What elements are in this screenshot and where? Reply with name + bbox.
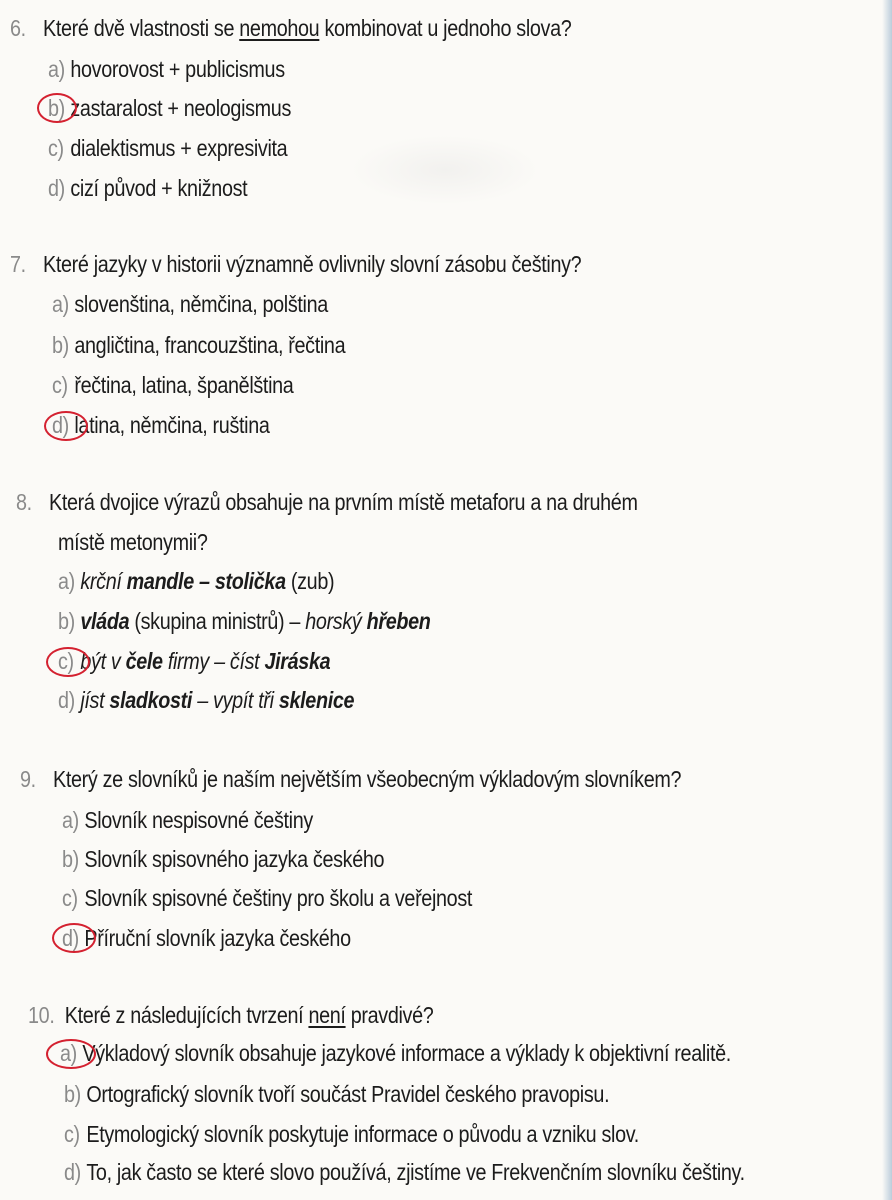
paper-smudge bbox=[350, 135, 540, 205]
option-10c[interactable]: c) Etymologický slovník poskytuje informace o původu a vzniku slov. bbox=[64, 1121, 639, 1147]
option-8b[interactable]: b) vláda (skupina ministrů) – horský hřeben bbox=[58, 608, 431, 634]
option-9d[interactable]: d) Příruční slovník jazyka českého bbox=[62, 925, 351, 951]
scan-edge bbox=[882, 0, 892, 1200]
option-10d[interactable]: d) To, jak často se které slovo používá, zjistíme ve Frekvenčním slovníku češtiny. bbox=[64, 1159, 745, 1185]
question-number: 9. bbox=[20, 766, 36, 792]
option-10a[interactable]: a) Výkladový slovník obsahuje jazykové informace a výklady k objektivní realitě. bbox=[60, 1040, 731, 1066]
question-8-text-line2: místě metonymii? bbox=[58, 529, 208, 555]
question-9-text: 9. Který ze slovníků je naším největším všeobecným výkladovým slovníkem? bbox=[20, 766, 682, 792]
question-number: 10. bbox=[28, 1002, 55, 1028]
answer-mark-circle bbox=[46, 647, 90, 677]
option-8c[interactable]: c) být v čele firmy – číst Jiráska bbox=[58, 648, 331, 674]
answer-mark-circle bbox=[52, 923, 96, 953]
option-6b[interactable]: b) zastaralost + neologismus bbox=[48, 95, 292, 121]
question-number: 6. bbox=[10, 15, 26, 41]
question-7-text: 7. Které jazyky v historii významně ovlivnily slovní zásobu češtiny? bbox=[10, 251, 582, 277]
option-6c[interactable]: c) dialektismus + expresivita bbox=[48, 135, 288, 161]
answer-mark-circle bbox=[46, 1039, 96, 1069]
option-10b[interactable]: b) Ortografický slovník tvoří součást Pravidel českého pravopisu. bbox=[64, 1081, 610, 1107]
underlined-word: není bbox=[308, 1002, 346, 1028]
question-number: 7. bbox=[10, 251, 26, 277]
answer-mark-circle bbox=[37, 93, 77, 123]
option-6d[interactable]: d) cizí původ + knižnost bbox=[48, 175, 248, 201]
question-8-text-line1: 8. Která dvojice výrazů obsahuje na prvním místě metaforu a na druhém bbox=[16, 489, 638, 515]
option-6a[interactable]: a) hovorovost + publicismus bbox=[48, 56, 285, 82]
answer-mark-circle bbox=[44, 411, 88, 441]
question-6-text: 6. Které dvě vlastnosti se nemohou kombinovat u jednoho slova? bbox=[10, 15, 572, 41]
option-9b[interactable]: b) Slovník spisovného jazyka českého bbox=[62, 846, 385, 872]
option-9a[interactable]: a) Slovník nespisovné češtiny bbox=[62, 807, 313, 833]
option-8a[interactable]: a) krční mandle – stolička (zub) bbox=[58, 568, 335, 594]
underlined-word: nemohou bbox=[239, 15, 320, 41]
option-9c[interactable]: c) Slovník spisovné češtiny pro školu a veřejnost bbox=[62, 885, 473, 911]
option-7d[interactable]: d) latina, němčina, ruština bbox=[52, 412, 270, 438]
option-8d[interactable]: d) jíst sladkosti – vypít tři sklenice bbox=[58, 687, 355, 713]
question-number: 8. bbox=[16, 489, 32, 515]
question-10-text: 10. Které z následujících tvrzení není pravdivé? bbox=[28, 1002, 434, 1028]
option-7c[interactable]: c) řečtina, latina, španělština bbox=[52, 372, 294, 398]
option-7a[interactable]: a) slovenština, němčina, polština bbox=[52, 291, 328, 317]
option-7b[interactable]: b) angličtina, francouzština, řečtina bbox=[52, 332, 346, 358]
